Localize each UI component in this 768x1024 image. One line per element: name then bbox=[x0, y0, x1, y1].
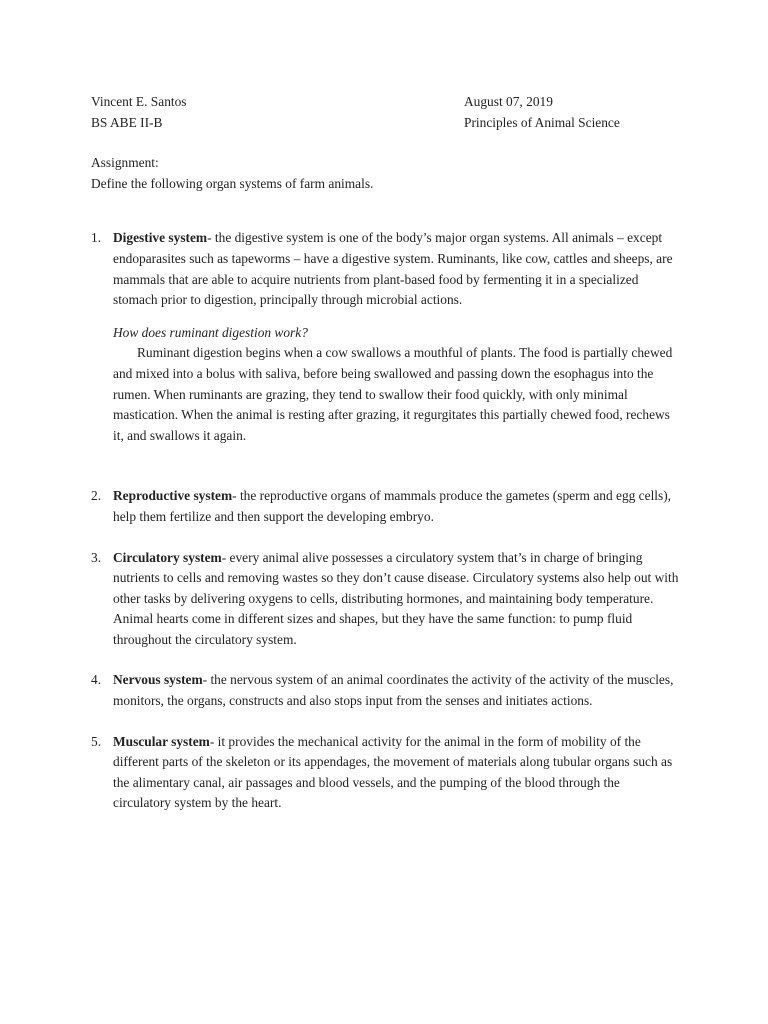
item-number: 5. bbox=[91, 733, 102, 749]
subject-title: Principles of Animal Science bbox=[464, 114, 620, 130]
item-definition: - every animal alive possesses a circulatory system that’s in charge of bringing nutrients to cells and removing wastes so they don’t cause disease. Circulatory systems also help out with other tasks by delivering oxygens to cells, distributing hormones, and maintaining body temperature. Animal hearts come in different sizes and shapes, but they have the same function: to pump fluid throughout the circulatory system. bbox=[113, 549, 679, 647]
item-definition: - the reproductive organs of mammals produce the gametes (sperm and egg cells), help them fertilize and then support the developing embryo. bbox=[113, 488, 672, 524]
item-number: 1. bbox=[91, 230, 102, 246]
ruminant-answer: Ruminant digestion begins when a cow swallows a mouthful of plants. The food is partially chewed and mixed into a bolus with saliva, before being swallowed and passing down the esophagus into the rumen. When ruminants are grazing, they tend to swallow their food quickly, with only minimal mastication. When the animal is resting after grazing, it regurgitates this partially chewed food, rechews it, and swallows it again. bbox=[113, 345, 673, 443]
item-term: Nervous system bbox=[113, 672, 203, 688]
organ-system-list bbox=[91, 228, 681, 814]
student-name: Vincent E. Santos bbox=[91, 94, 187, 109]
list-item-circulatory bbox=[91, 548, 681, 651]
item-term: Circulatory system bbox=[113, 549, 222, 565]
list-item-reproductive bbox=[91, 486, 681, 527]
item-term: Muscular system bbox=[113, 733, 210, 749]
item-term: Digestive system bbox=[113, 230, 208, 246]
item-term: Reproductive system bbox=[113, 488, 233, 504]
header-row-1 bbox=[91, 92, 681, 113]
item-definition: - the nervous system of an animal coordinates the activity of the activity of the muscles, monitors, the organs, constructs and also stops input from the senses and initiates actions. bbox=[113, 672, 674, 709]
item-number: 4. bbox=[91, 672, 102, 688]
ruminant-question: How does ruminant digestion work? bbox=[113, 324, 308, 340]
assignment-label: Assignment: bbox=[91, 155, 159, 171]
assignment-date: August 07, 2019 bbox=[464, 94, 553, 109]
list-item-muscular bbox=[91, 732, 681, 814]
item-definition: - it provides the mechanical activity for the animal in the form of mobility of the different parts of the skeleton or its appendages, the movement of materials along tubular organs such as the alimentary canal, air passages and blood vessels, and the pumping of the blood through the circulatory system by the heart. bbox=[113, 733, 673, 811]
course-section: BS ABE II-B bbox=[91, 114, 163, 130]
list-item-nervous bbox=[91, 670, 681, 711]
item-number: 2. bbox=[91, 488, 102, 504]
item-number: 3. bbox=[91, 549, 102, 565]
list-item-digestive bbox=[91, 228, 681, 446]
assignment-instruction: Define the following organ systems of farm animals. bbox=[91, 175, 374, 191]
header-row-2 bbox=[91, 113, 681, 134]
document-page bbox=[91, 92, 681, 814]
item-definition: - the digestive system is one of the body’s major organ systems. All animals – except endoparasites such as tapeworms – have a digestive system. Ruminants, like cow, cattles and sheeps, are mammals that are able to acquire nutrients from plant-based food by fermenting it in a specialized stomach prior to digestion, principally through microbial actions. bbox=[113, 230, 673, 308]
